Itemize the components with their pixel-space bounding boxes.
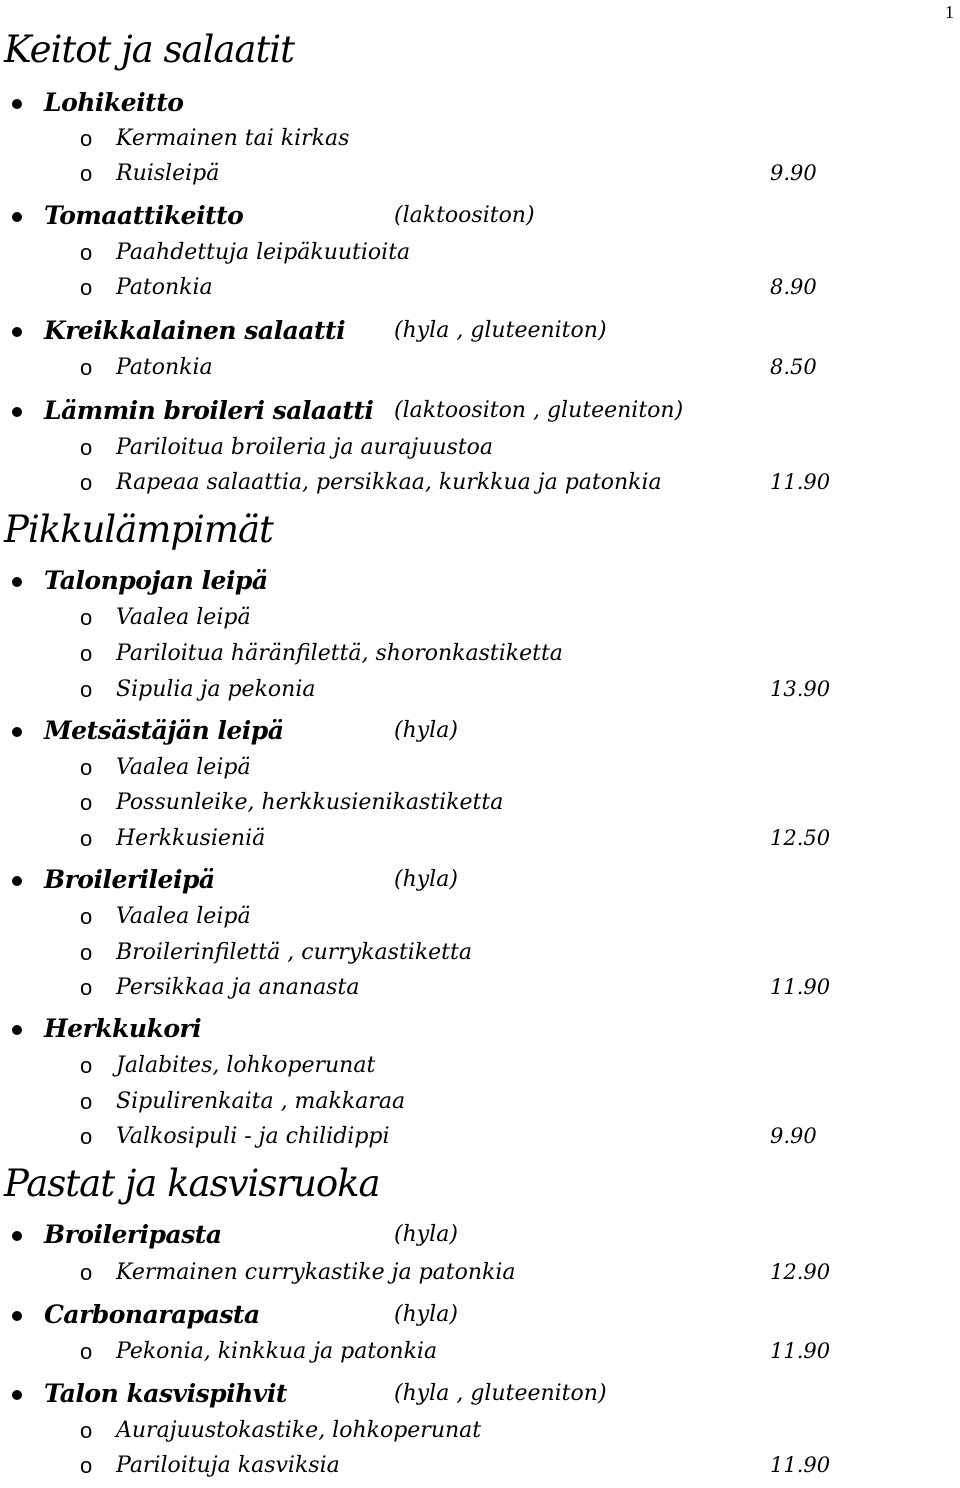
- item-dietary-tags: (hyla): [394, 867, 458, 892]
- sub-bullet-icon: o: [80, 1453, 93, 1478]
- sub-bullet-icon: o: [80, 904, 93, 929]
- item-price: 8.90: [770, 275, 817, 299]
- sub-item-text: Broilerinfilettä , currykastiketta: [116, 940, 472, 965]
- item-name: Herkkukori: [44, 1014, 202, 1043]
- sub-bullet-icon: o: [80, 641, 93, 666]
- sub-item-text: Rapeaa salaattia, persikkaa, kurkkua ja patonkia: [116, 470, 662, 495]
- menu-item: [0, 201, 960, 237]
- sub-item: [0, 1418, 960, 1450]
- item-price: 11.90: [770, 975, 831, 999]
- sub-bullet-icon: o: [80, 355, 93, 380]
- sub-item-text: Pekonia, kinkkua ja patonkia: [116, 1339, 438, 1364]
- sub-item-text: Vaalea leipä: [116, 904, 251, 929]
- bullet-icon: [12, 577, 22, 587]
- menu-item: [0, 1014, 960, 1050]
- item-dietary-tags: (hyla): [394, 1302, 458, 1327]
- menu-item: [0, 566, 960, 602]
- item-name: Lohikeitto: [44, 88, 184, 117]
- item-dietary-tags: (hyla , gluteeniton): [394, 318, 607, 343]
- item-name: Talonpojan leipä: [44, 566, 268, 595]
- item-dietary-tags: (hyla): [394, 1222, 458, 1247]
- sub-item: [0, 275, 960, 307]
- sub-item: [0, 1339, 960, 1371]
- bullet-icon: [12, 407, 22, 417]
- sub-bullet-icon: o: [80, 826, 93, 851]
- item-price: 11.90: [770, 1339, 831, 1363]
- menu-item: [0, 88, 960, 124]
- bullet-icon: [12, 727, 22, 737]
- sub-item: [0, 940, 960, 972]
- sub-item-text: Jalabites, lohkoperunat: [116, 1053, 376, 1078]
- item-price: 13.90: [770, 677, 831, 701]
- sub-item: [0, 1453, 960, 1485]
- sub-item-text: Pariloituja kasviksia: [116, 1453, 340, 1478]
- sub-item-text: Valkosipuli - ja chilidippi: [116, 1124, 390, 1149]
- item-name: Broilerileipä: [44, 865, 215, 894]
- sub-item: [0, 605, 960, 637]
- menu-item: [0, 1300, 960, 1336]
- sub-item: [0, 1053, 960, 1085]
- menu-item: [0, 865, 960, 901]
- sub-item-text: Paahdettuja leipäkuutioita: [116, 240, 411, 265]
- sub-bullet-icon: o: [80, 470, 93, 495]
- sub-bullet-icon: o: [80, 1418, 93, 1443]
- sub-item: [0, 904, 960, 936]
- menu-item: [0, 316, 960, 352]
- sub-item-text: Patonkia: [116, 275, 213, 300]
- item-name: Lämmin broileri salaatti: [44, 396, 374, 425]
- item-name: Kreikkalainen salaatti: [44, 316, 346, 345]
- bullet-icon: [12, 99, 22, 109]
- menu-item: [0, 1220, 960, 1256]
- section-title: Keitot ja salaatit: [4, 28, 295, 71]
- sub-bullet-icon: o: [80, 755, 93, 780]
- sub-item: [0, 826, 960, 858]
- sub-item: [0, 435, 960, 467]
- sub-bullet-icon: o: [80, 1124, 93, 1149]
- bullet-icon: [12, 327, 22, 337]
- bullet-icon: [12, 1025, 22, 1035]
- item-name: Metsästäjän leipä: [44, 716, 284, 745]
- item-dietary-tags: (laktoositon): [394, 203, 535, 228]
- sub-item: [0, 790, 960, 822]
- section-title: Pikkulämpimät: [4, 508, 273, 551]
- sub-item: [0, 677, 960, 709]
- sub-item: [0, 755, 960, 787]
- item-price: 11.90: [770, 1453, 831, 1477]
- sub-bullet-icon: o: [80, 940, 93, 965]
- sub-bullet-icon: o: [80, 790, 93, 815]
- sub-bullet-icon: o: [80, 1089, 93, 1114]
- bullet-icon: [12, 1311, 22, 1321]
- bullet-icon: [12, 1390, 22, 1400]
- item-name: Tomaattikeitto: [44, 201, 244, 230]
- sub-item: [0, 975, 960, 1007]
- sub-item: [0, 1124, 960, 1156]
- item-name: Talon kasvispihvit: [44, 1379, 287, 1408]
- sub-bullet-icon: o: [80, 1053, 93, 1078]
- sub-bullet-icon: o: [80, 161, 93, 186]
- bullet-icon: [12, 1231, 22, 1241]
- sub-bullet-icon: o: [80, 435, 93, 460]
- item-name: Carbonarapasta: [44, 1300, 260, 1329]
- sub-bullet-icon: o: [80, 1260, 93, 1285]
- sub-item-text: Kermainen tai kirkas: [116, 126, 350, 151]
- sub-item-text: Patonkia: [116, 355, 213, 380]
- section-title: Pastat ja kasvisruoka: [4, 1162, 380, 1205]
- item-dietary-tags: (laktoositon , gluteeniton): [394, 398, 684, 423]
- sub-item: [0, 126, 960, 158]
- sub-item-text: Persikkaa ja ananasta: [116, 975, 360, 1000]
- sub-item-text: Herkkusieniä: [116, 826, 266, 851]
- sub-bullet-icon: o: [80, 975, 93, 1000]
- sub-item: [0, 641, 960, 673]
- item-price: 11.90: [770, 470, 831, 494]
- item-price: 9.90: [770, 1124, 817, 1148]
- menu-item: [0, 716, 960, 752]
- bullet-icon: [12, 876, 22, 886]
- menu-item: [0, 396, 960, 432]
- menu-item: [0, 1379, 960, 1415]
- sub-item-text: Possunleike, herkkusienikastiketta: [116, 790, 504, 815]
- sub-item-text: Vaalea leipä: [116, 755, 251, 780]
- sub-bullet-icon: o: [80, 1339, 93, 1364]
- sub-item: [0, 470, 960, 502]
- page-number: 1: [945, 2, 954, 22]
- sub-item-text: Vaalea leipä: [116, 605, 251, 630]
- sub-item-text: Aurajuustokastike, lohkoperunat: [116, 1418, 482, 1443]
- sub-bullet-icon: o: [80, 240, 93, 265]
- sub-item: [0, 240, 960, 272]
- sub-item: [0, 1089, 960, 1121]
- sub-item: [0, 1260, 960, 1292]
- sub-item-text: Ruisleipä: [116, 161, 220, 186]
- item-dietary-tags: (hyla): [394, 718, 458, 743]
- item-price: 9.90: [770, 161, 817, 185]
- sub-item: [0, 355, 960, 387]
- sub-bullet-icon: o: [80, 126, 93, 151]
- sub-item-text: Kermainen currykastike ja patonkia: [116, 1260, 516, 1285]
- sub-bullet-icon: o: [80, 677, 93, 702]
- item-name: Broileripasta: [44, 1220, 222, 1249]
- item-price: 8.50: [770, 355, 817, 379]
- item-price: 12.90: [770, 1260, 831, 1284]
- item-price: 12.50: [770, 826, 831, 850]
- sub-item-text: Sipulia ja pekonia: [116, 677, 316, 702]
- sub-item-text: Pariloitua häränfilettä, shoronkastiketta: [116, 641, 563, 666]
- sub-item-text: Sipulirenkaita , makkaraa: [116, 1089, 406, 1114]
- sub-item-text: Pariloitua broileria ja aurajuustoa: [116, 435, 494, 460]
- bullet-icon: [12, 212, 22, 222]
- sub-bullet-icon: o: [80, 275, 93, 300]
- item-dietary-tags: (hyla , gluteeniton): [394, 1381, 607, 1406]
- sub-bullet-icon: o: [80, 605, 93, 630]
- sub-item: [0, 161, 960, 193]
